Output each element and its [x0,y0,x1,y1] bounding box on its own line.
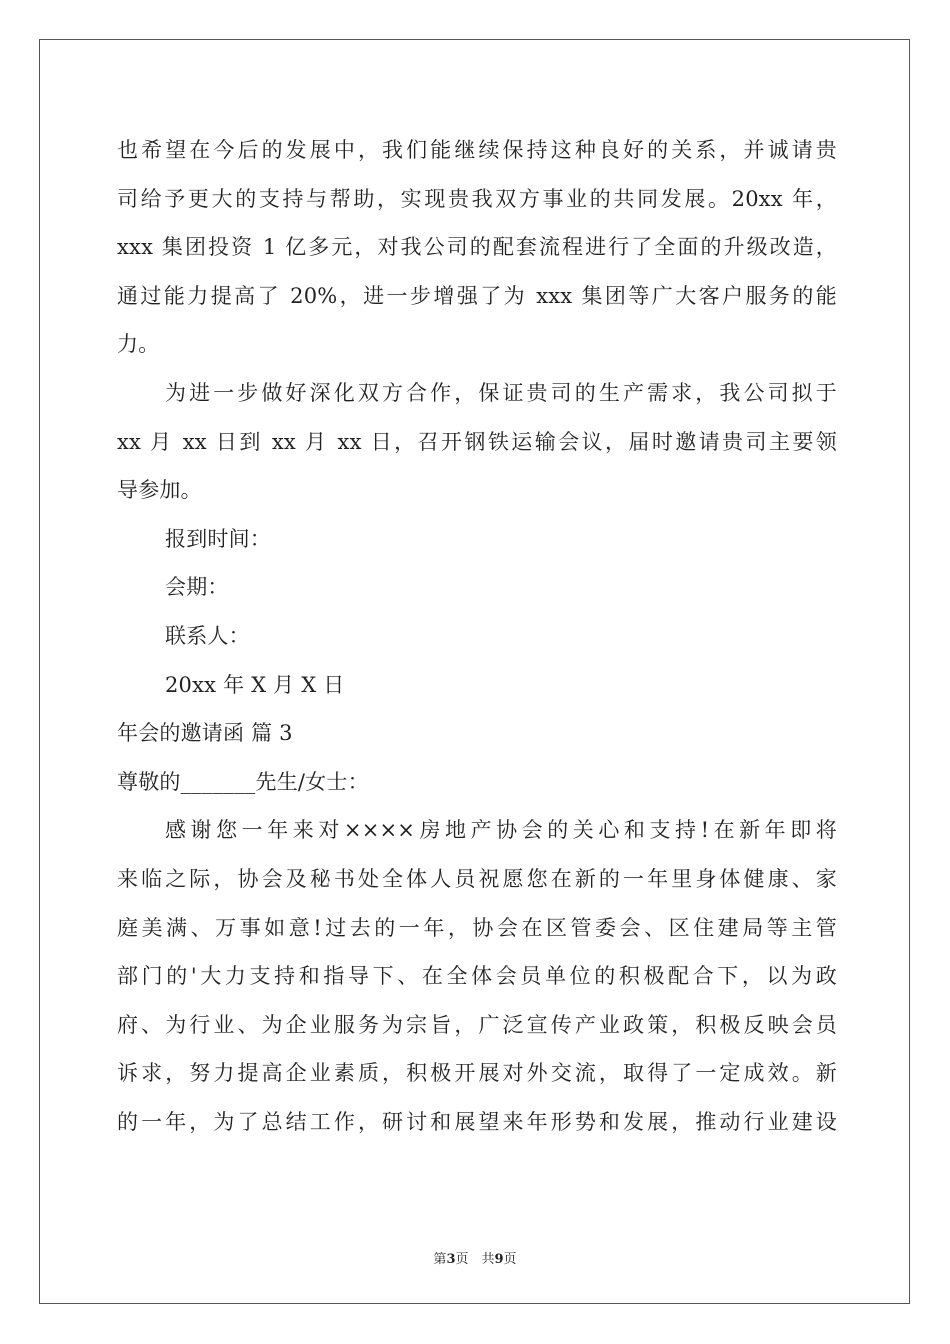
paragraph-line: xxx 集团投资 1 亿多元，对我公司的配套流程进行了全面的升级改造， [117,235,837,260]
contact-person-line: 联系人： [165,623,250,648]
page-suffix: 页 [503,1252,517,1267]
paragraph-line: 的一年，为了总结工作，研讨和展望来年形势和发展，推动行业建设 [117,1109,837,1134]
current-page-number: 3 [446,1252,456,1267]
paragraph-line: 司给予更大的支持与帮助，实现贵我双方事业的共同发展。20xx 年， [117,186,837,211]
meeting-period-line: 会期： [165,575,229,600]
paragraph-line: 感谢您一年来对××××房地产协会的关心和支持!在新年即将 [165,818,837,843]
paragraph-line: xx 月 xx 日到 xx 月 xx 日，召开钢铁运输会议，届时邀请贵司主要领 [117,429,837,454]
paragraph-line: 导参加。 [117,478,202,503]
document-body [117,126,837,1146]
paragraph-line: 庭美满、万事如意!过去的一年，协会在区管委会、区住建局等主管 [117,915,837,940]
page-prefix: 第 [433,1252,447,1267]
page-mid: 页 共 [455,1252,495,1267]
page-number-footer [0,1248,950,1267]
paragraph-line: 也希望在今后的发展中，我们能继续保持这种良好的关系，并诚请贵 [117,138,837,162]
section-heading: 年会的邀请函 篇 3 [117,721,293,746]
salutation-line: 尊敬的_______先生/女士： [117,769,369,794]
paragraph-line: 府、为行业、为企业服务为宗旨，广泛宣传产业政策，积极反映会员 [117,1012,837,1037]
total-page-number: 9 [494,1252,504,1267]
date-line: 20xx 年 X 月 X 日 [165,672,345,697]
paragraph-line: 通过能力提高了 20%，进一步增强了为 xxx 集团等广大客户服务的能 [117,283,837,308]
paragraph-line: 来临之际，协会及秘书处全体人员祝愿您在新的一年里身体健康、家 [117,866,837,891]
paragraph-line: 诉求，努力提高企业素质，积极开展对外交流，取得了一定成效。新 [117,1061,837,1086]
paragraph-line: 为进一步做好深化双方合作，保证贵司的生产需求，我公司拟于 [165,380,837,405]
paragraph-line: 力。 [117,332,160,357]
registration-time-line: 报到时间： [165,526,271,551]
paragraph-line: 部门的'大力支持和指导下、在全体会员单位的积极配合下，以为政 [117,964,837,989]
